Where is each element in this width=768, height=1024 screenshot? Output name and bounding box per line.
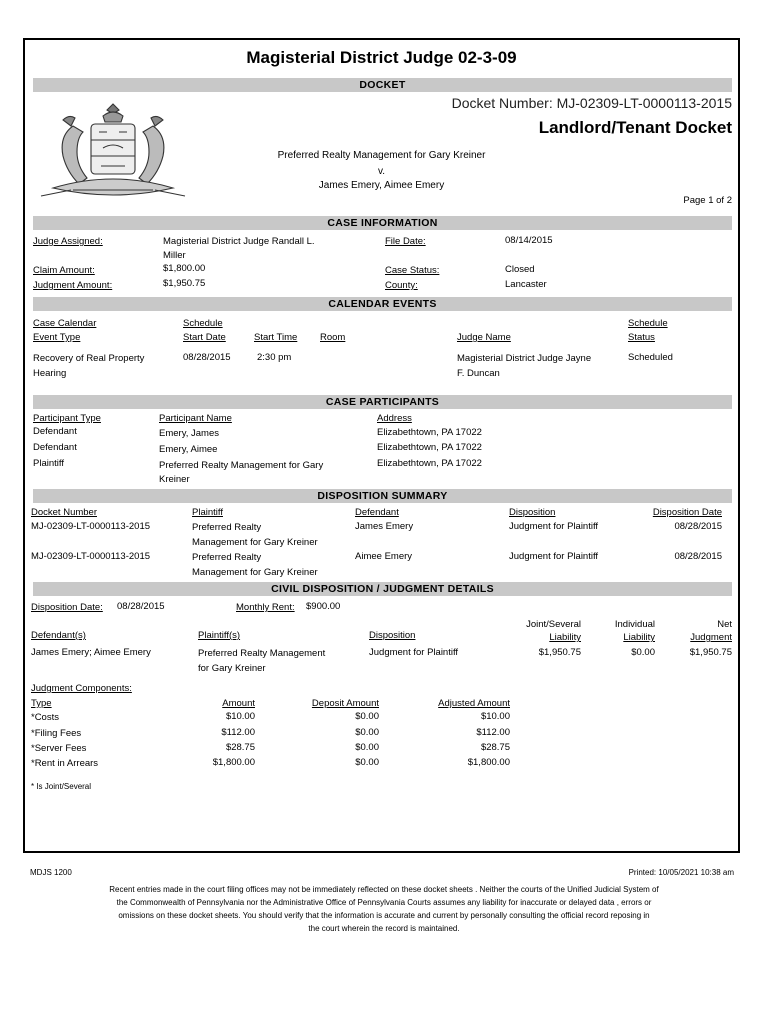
cal-h-event-type: Event Type bbox=[33, 332, 81, 343]
civil-h-indiv-l2: Liability bbox=[623, 632, 655, 643]
comp-adjusted-4: $1,800.00 bbox=[467, 757, 510, 768]
civil-h-disposition: Disposition bbox=[369, 630, 416, 641]
cal-h-status: Status bbox=[628, 332, 655, 343]
section-disposition-summary: DISPOSITION SUMMARY bbox=[33, 489, 732, 503]
cal-event-type: Recovery of Real Property bbox=[33, 353, 145, 364]
disp-h-plaintiff: Plaintiff bbox=[192, 507, 223, 518]
part-name-1: Emery, James bbox=[159, 428, 220, 439]
caption-defendants: James Emery, Aimee Emery bbox=[318, 180, 445, 191]
civil-indiv: $0.00 bbox=[631, 647, 655, 658]
cal-start-date: 08/28/2015 bbox=[183, 352, 231, 363]
page-number: Page 1 of 2 bbox=[683, 195, 732, 206]
part-address-2: Elizabethtown, PA 17022 bbox=[377, 442, 482, 453]
civil-joint: $1,950.75 bbox=[538, 647, 581, 658]
disp-h-docket: Docket Number bbox=[31, 507, 97, 518]
status-value: Closed bbox=[505, 264, 535, 275]
disclaimer-line-4: the court wherein the record is maintained. bbox=[308, 924, 460, 933]
civil-rent: $900.00 bbox=[306, 601, 341, 612]
docket-frame bbox=[23, 38, 740, 853]
section-case-information: CASE INFORMATION bbox=[33, 216, 732, 230]
civil-plaintiffs: Preferred Realty Management bbox=[198, 648, 326, 659]
cal-judge-name: Magisterial District Judge Jayne bbox=[457, 353, 592, 364]
part-type-2: Defendant bbox=[33, 442, 77, 453]
civil-rent-label: Monthly Rent: bbox=[236, 602, 295, 613]
disp-h-date: Disposition Date bbox=[652, 507, 722, 518]
comp-adjusted-3: $28.75 bbox=[480, 742, 510, 753]
comp-amount-1: $10.00 bbox=[225, 711, 255, 722]
section-case-participants: CASE PARTICIPANTS bbox=[33, 395, 732, 409]
form-number: MDJS 1200 bbox=[30, 868, 72, 877]
cal-h-start-time: Start Time bbox=[254, 332, 298, 343]
cal-h-schedule2: Schedule bbox=[628, 318, 668, 329]
comp-h-adjusted: Adjusted Amount bbox=[438, 698, 510, 709]
civil-h-joint-l2: Liability bbox=[549, 632, 581, 643]
comp-h-amount: Amount bbox=[222, 698, 255, 709]
comp-deposit-3: $0.00 bbox=[355, 742, 379, 753]
comp-type-2: *Filing Fees bbox=[31, 728, 82, 739]
judgment-value: $1,950.75 bbox=[163, 278, 206, 289]
cal-h-room: Room bbox=[320, 332, 346, 343]
disp-h-defendant: Defendant bbox=[355, 507, 399, 518]
claim-value: $1,800.00 bbox=[163, 263, 206, 274]
disp-defendant-2: Aimee Emery bbox=[355, 551, 413, 562]
claim-label: Claim Amount: bbox=[33, 265, 95, 276]
cal-start-time: 2:30 pm bbox=[257, 352, 292, 363]
caption-plaintiff: Preferred Realty Management for Gary Kreiner bbox=[277, 150, 486, 161]
section-civil-disposition: CIVIL DISPOSITION / JUDGMENT DETAILS bbox=[33, 582, 732, 596]
section-calendar-events: CALENDAR EVENTS bbox=[33, 297, 732, 311]
comp-h-type: Type bbox=[31, 698, 52, 709]
judge-value: Magisterial District Judge Randall L. bbox=[163, 236, 315, 247]
comp-type-3: *Server Fees bbox=[31, 743, 87, 754]
disp-docket-1: MJ-02309-LT-0000113-2015 bbox=[31, 521, 151, 532]
civil-net: $1,950.75 bbox=[689, 647, 732, 658]
comp-adjusted-2: $112.00 bbox=[476, 727, 510, 738]
civil-h-net-l1: Net bbox=[717, 619, 732, 630]
components-label: Judgment Components: bbox=[31, 683, 132, 694]
civil-h-defendants: Defendant(s) bbox=[31, 630, 86, 641]
disclaimer-line-1: Recent entries made in the court filing offices may not be immediately reflected on these docket sheets . Neither the courts of the Unified Judicial System of bbox=[109, 885, 659, 894]
docket-type: Landlord/Tenant Docket bbox=[538, 118, 732, 137]
comp-h-deposit: Deposit Amount bbox=[311, 698, 379, 709]
part-name-3-cont: Kreiner bbox=[159, 474, 190, 485]
disclaimer-line-2: the Commonwealth of Pennsylvania nor the Administrative Office of Pennsylvania Courts assumes any liability for inaccurate or delayed data , errors or bbox=[116, 898, 652, 907]
county-value: Lancaster bbox=[505, 279, 547, 290]
part-h-name: Participant Name bbox=[159, 413, 232, 424]
disp-disposition-2: Judgment for Plaintiff bbox=[509, 551, 599, 562]
docket-number: Docket Number: MJ-02309-LT-0000113-2015 bbox=[451, 95, 732, 111]
civil-h-plaintiffs: Plaintiff(s) bbox=[198, 630, 241, 641]
disp-date-1: 08/28/2015 bbox=[674, 521, 722, 532]
cal-event-type-cont: Hearing bbox=[33, 368, 67, 379]
county-label: County: bbox=[385, 280, 418, 291]
part-address-1: Elizabethtown, PA 17022 bbox=[377, 427, 482, 438]
court-title: Magisterial District Judge 02-3-09 bbox=[246, 48, 517, 67]
cal-h-start-date: Start Date bbox=[183, 332, 226, 343]
comp-deposit-1: $0.00 bbox=[355, 711, 379, 722]
disp-plaintiff-1: Preferred Realty bbox=[192, 522, 262, 533]
file-date-label: File Date: bbox=[385, 236, 426, 247]
comp-type-4: *Rent in Arrears bbox=[31, 758, 99, 769]
civil-disp-date-label: Disposition Date: bbox=[31, 602, 103, 613]
comp-type-1: *Costs bbox=[31, 712, 59, 723]
civil-h-joint-l1: Joint/Several bbox=[526, 619, 581, 630]
civil-defendants: James Emery; Aimee Emery bbox=[31, 647, 151, 658]
part-h-address: Address bbox=[377, 413, 412, 424]
disp-date-2: 08/28/2015 bbox=[674, 551, 722, 562]
comp-amount-3: $28.75 bbox=[225, 742, 255, 753]
disp-plaintiff-1-cont: Management for Gary Kreiner bbox=[192, 537, 318, 548]
civil-disp-date: 08/28/2015 bbox=[117, 601, 165, 612]
part-h-type: Participant Type bbox=[33, 413, 101, 424]
cal-h-schedule: Schedule bbox=[183, 318, 223, 329]
file-date-value: 08/14/2015 bbox=[505, 235, 553, 246]
disp-docket-2: MJ-02309-LT-0000113-2015 bbox=[31, 551, 151, 562]
part-name-2: Emery, Aimee bbox=[159, 444, 218, 455]
disp-h-disposition: Disposition bbox=[509, 507, 556, 518]
civil-h-net-l2: Judgment bbox=[690, 632, 732, 643]
comp-amount-4: $1,800.00 bbox=[212, 757, 255, 768]
joint-several-note: * Is Joint/Several bbox=[31, 782, 92, 791]
disp-defendant-1: James Emery bbox=[355, 521, 414, 532]
printed-timestamp: Printed: 10/05/2021 10:38 am bbox=[628, 868, 734, 877]
comp-amount-2: $112.00 bbox=[221, 727, 255, 738]
disclaimer-line-3: omissions on these docket sheets. You should verify that the information is accurate and current by personally consulting the official record reposing in bbox=[118, 911, 650, 920]
civil-plaintiffs-cont: for Gary Kreiner bbox=[198, 663, 266, 674]
civil-disposition: Judgment for Plaintiff bbox=[369, 647, 459, 658]
part-type-3: Plaintiff bbox=[33, 458, 64, 469]
caption-v: v. bbox=[377, 166, 386, 177]
judgment-label: Judgment Amount: bbox=[33, 280, 113, 291]
part-type-1: Defendant bbox=[33, 426, 77, 437]
judge-label: Judge Assigned: bbox=[33, 236, 103, 247]
civil-h-indiv-l1: Individual bbox=[614, 619, 655, 630]
disp-plaintiff-2-cont: Management for Gary Kreiner bbox=[192, 567, 318, 578]
cal-h-judge: Judge Name bbox=[457, 332, 511, 343]
disp-disposition-1: Judgment for Plaintiff bbox=[509, 521, 599, 532]
cal-judge-name-cont: F. Duncan bbox=[457, 368, 500, 379]
status-label: Case Status: bbox=[385, 265, 440, 276]
cal-status: Scheduled bbox=[628, 352, 673, 363]
comp-deposit-2: $0.00 bbox=[355, 727, 379, 738]
part-name-3: Preferred Realty Management for Gary bbox=[159, 460, 324, 471]
cal-h-case-calendar: Case Calendar bbox=[33, 318, 97, 329]
comp-deposit-4: $0.00 bbox=[355, 757, 379, 768]
comp-adjusted-1: $10.00 bbox=[480, 711, 510, 722]
section-docket: DOCKET bbox=[33, 78, 732, 92]
disp-plaintiff-2: Preferred Realty bbox=[192, 552, 262, 563]
part-address-3: Elizabethtown, PA 17022 bbox=[377, 458, 482, 469]
judge-value-cont: Miller bbox=[163, 250, 186, 261]
